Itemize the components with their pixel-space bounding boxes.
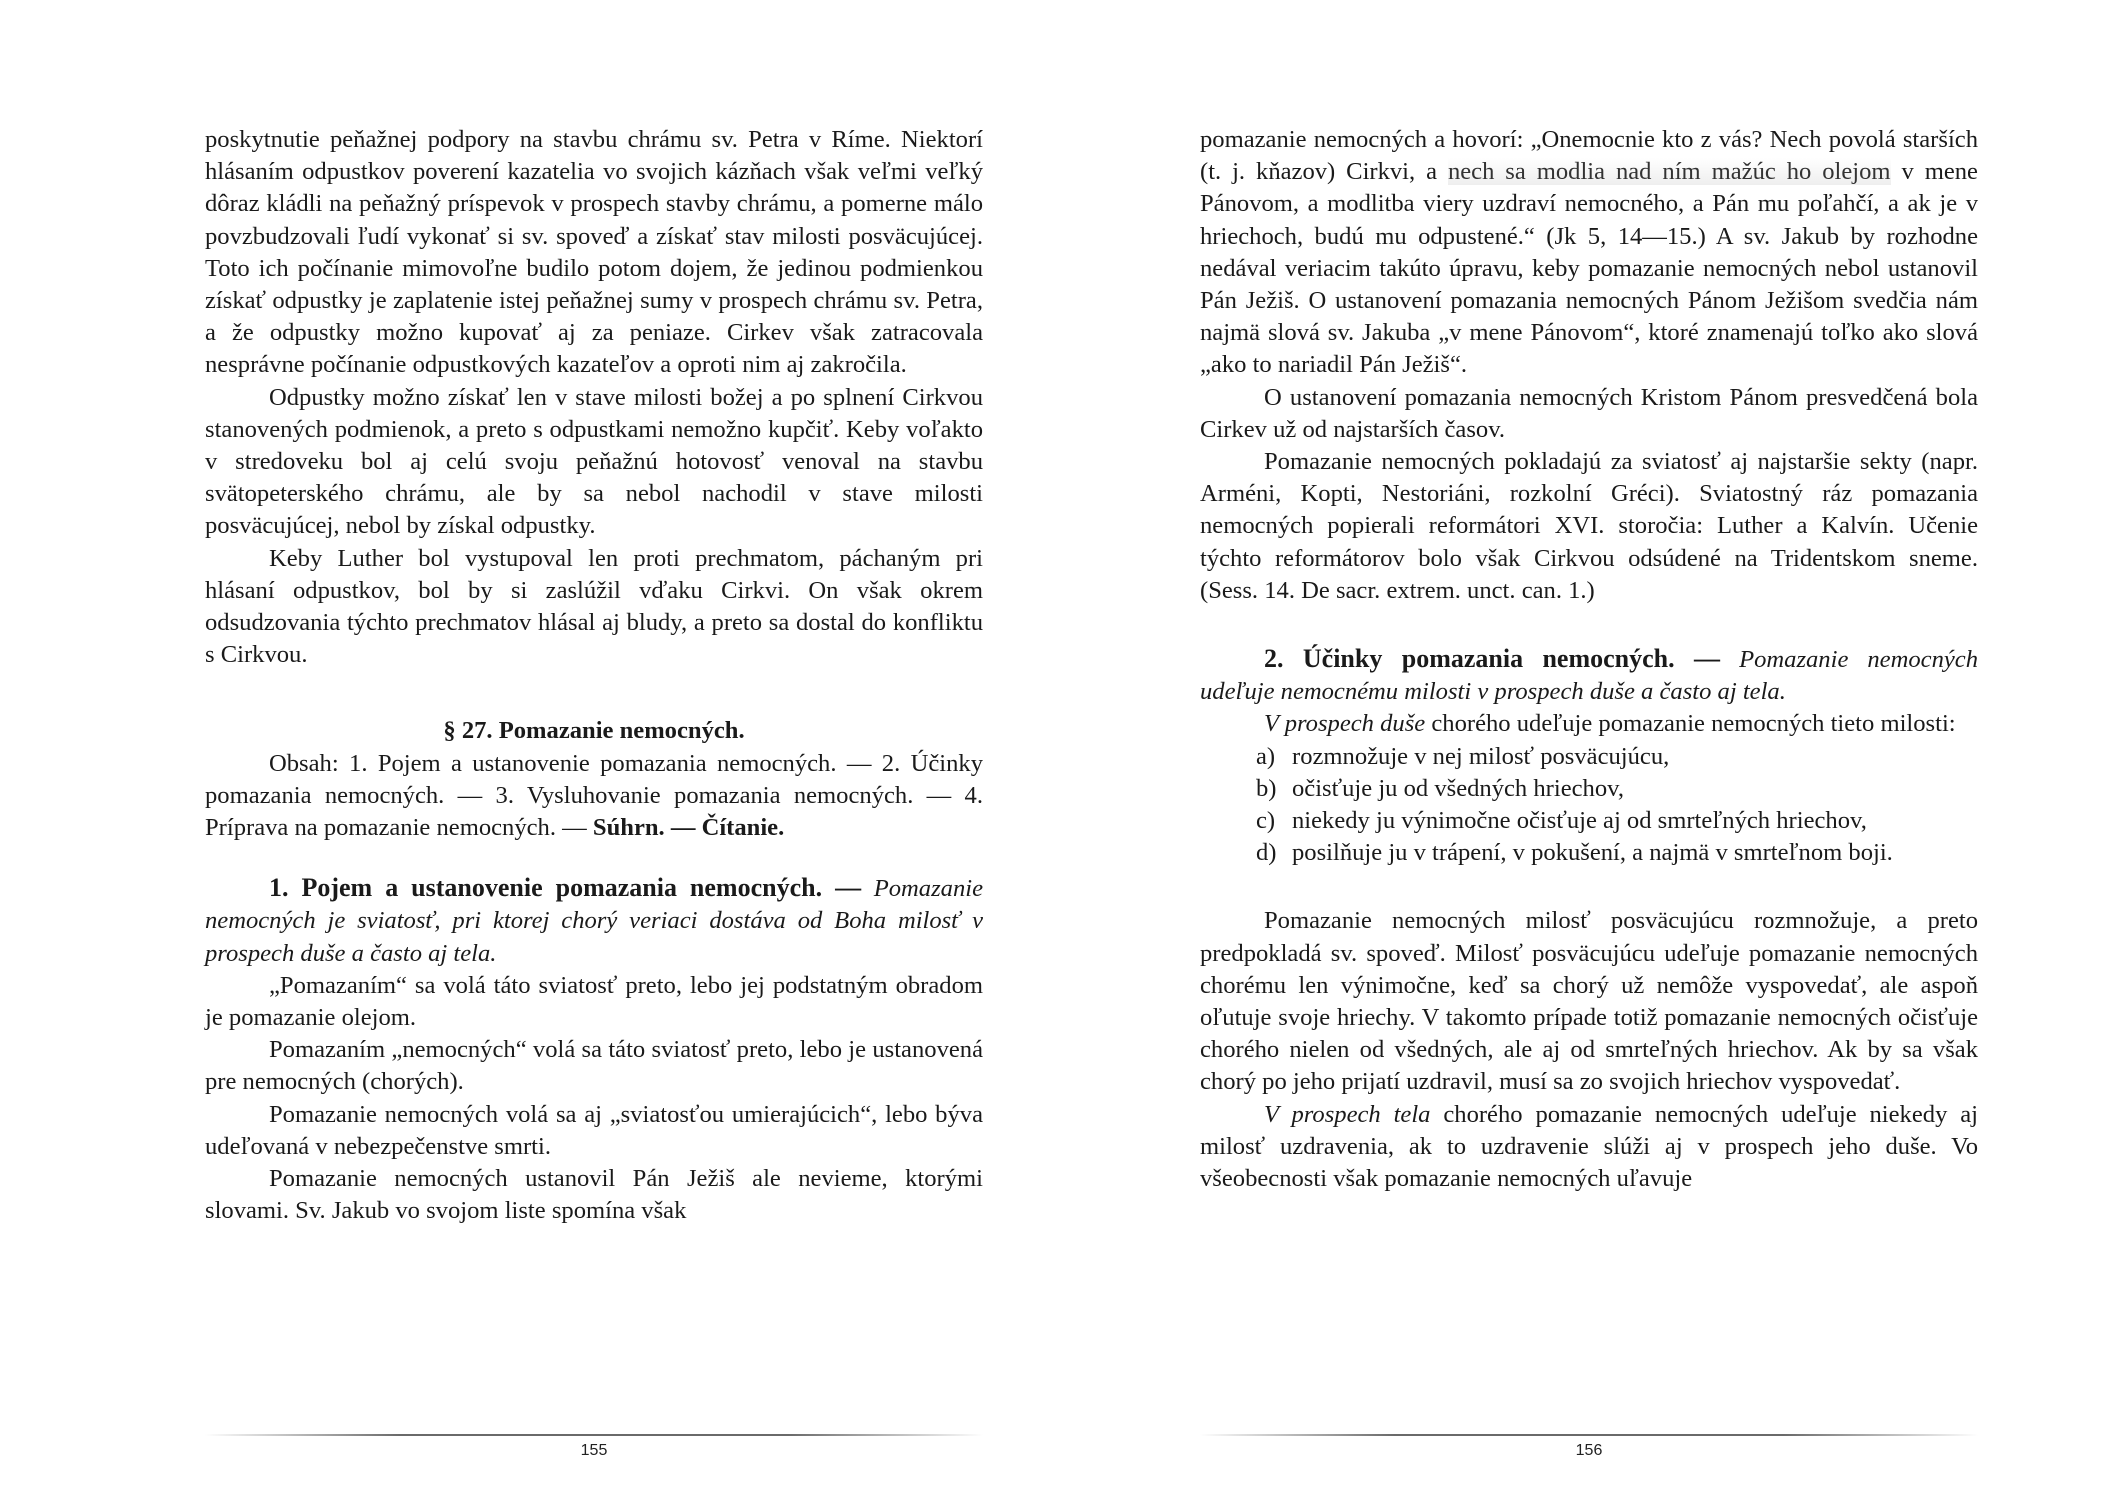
right-paragraph-4-rest: chorého udeľuje pomazanie nemocných tieto milosti: xyxy=(1431,710,1956,738)
contents-paragraph xyxy=(205,748,983,845)
list-text: rozmnožuje v nej milosť posväcujúcu, xyxy=(1292,742,1670,770)
right-paragraph-3: Pomazanie nemocných pokladajú za sviatosť aj najstaršie sekty (napr. Arméni, Kopti, Nestoriáni, rozkolní Gréci). Sviatostný ráz pomazania nemocných popierali reformátori XVI. storočia: Luther a Kalvín. Učenie týchto reformátorov bolo však Cirkvou odsúdené na Tridentskom sneme. (Sess. 14. De sacr. extrem. unct. can. 1.) xyxy=(1200,448,1978,604)
footer-rule xyxy=(205,1434,983,1436)
subsection-1-definition-text: Pomazanie nemocných je sviatosť, pri ktorej chorý veriaci dostáva od Boha milosť v prospech duše a často aj tela. xyxy=(205,875,984,967)
right-paragraph-6-rest: chorého pomazanie nemocných udeľuje niekedy aj milosť uzdravenia, ak to uzdravenie slúži aj v prospech jeho duše. Vo všeobecnosti však pomazanie nemocných uľavuje xyxy=(1200,1100,1978,1193)
list-marker: c) xyxy=(1256,807,1276,835)
list-marker: d) xyxy=(1256,839,1277,867)
list-item xyxy=(1256,837,1978,869)
left-paragraph-2: Odpustky možno získať len v stave milosti božej a po splnení Cirkvou stanovených podmienok, a preto s odpustkami nemožno kupčiť. Keby voľakto v stredoveku bol aj celú svoju peňažnú hotovosť venoval na stavbu svätopeterského chrámu, ale by sa nebol nachodil v stave milosti posväcujúcej, nebol by získal odpustky. xyxy=(205,383,983,540)
list-item xyxy=(1256,773,1978,805)
left-page xyxy=(205,124,983,1228)
left-paragraph-7: Pomazanie nemocných ustanovil Pán Ježiš ale nevieme, ktorými slovami. Sv. Jakub vo svojom liste spomína však xyxy=(205,1165,983,1225)
right-paragraph-4 xyxy=(1200,708,1978,740)
right-footer xyxy=(1200,1434,1978,1460)
right-paragraph-1 xyxy=(1200,124,1978,382)
list-marker: a) xyxy=(1256,742,1276,770)
subsection-2-title: 2. Účinky pomazania nemocných. — xyxy=(1264,644,1721,674)
left-paragraph-6: Pomazanie nemocných volá sa aj „sviatosťou umierajúcich“, lebo býva udeľovaná v nebezpečenstve smrti. xyxy=(205,1100,983,1160)
section-title: § 27. Pomazanie nemocných. xyxy=(443,717,745,745)
left-paragraph-3: Keby Luther bol vystupoval len proti prechmatom, páchaným pri hlásaní odpustkov, bol by si zaslúžil vďaku Cirkvi. On však okrem odsudzovania týchto prechmatov hlásal aj bludy, a preto sa dostal do konfliktu s Cirkvou. xyxy=(205,544,983,669)
effects-list xyxy=(1200,741,1978,870)
right-paragraph-6 xyxy=(1200,1099,1978,1196)
page-number: 156 xyxy=(1575,1442,1603,1459)
right-paragraph-5: Pomazanie nemocných milosť posväcujúcu rozmnožuje, a preto predpokladá sv. spoveď. Milosť posväcujúcu udeľuje pomazanie nemocných chorému len výnimočne, keď sa chorý už nemôže vyspovedať, ale aspoň oľutuje svoje hriechy. V takomto prípade totiž pomazanie nemocných očisťuje chorého nielen od všedných, ale aj od smrteľných hriechov. Ak by sa však chorý po jeho prijatí uzdravil, musí sa zo svojich hriechov vyspovedať. xyxy=(1200,907,1978,1096)
left-footer xyxy=(205,1434,983,1460)
list-item xyxy=(1256,805,1978,837)
left-paragraph-4: „Pomazaním“ sa volá táto sviatosť preto, lebo jej podstatným obradom je pomazanie olejom. xyxy=(205,971,983,1032)
right-paragraph-2: O ustanovení pomazania nemocných Kristom Pánom presvedčená bola Cirkev už od najstarších časov. xyxy=(1200,383,1978,443)
right-paragraph-1-a: pomazanie nemocných a hovorí: „Onemocnie kto z vás? Nech povolá starších (t. j. kňazov) Cirkvi, a xyxy=(1200,126,1978,186)
contents-bold: Súhrn. — Čítanie. xyxy=(592,814,785,842)
footer-rule xyxy=(1200,1434,1978,1436)
list-item xyxy=(1256,741,1978,773)
subsection-1 xyxy=(205,872,983,970)
left-paragraph-1: poskytnutie peňažnej podpory na stavbu chrámu sv. Petra v Ríme. Niektorí hlásaním odpustkov poverení kazatelia vo svojich kázňach však veľmi veľký dôraz kládli na peňažný príspevok v prospech stavby chrámu, a pomerne málo povzbudzovali ľudí vykonať si sv. spoveď a získať stav milosti posväcujúcej. Toto ich počínanie mimovoľne budilo potom dojem, že jedinou podmienkou získať odpustky je zaplatenie istej peňažnej sumy v prospech chrámu sv. Petra, a že odpustky možno kupovať aj za peniaze. Cirkev však zatracovala nesprávne počínanie odpustkových kazateľov a oproti nim aj zakročila. xyxy=(205,126,983,379)
right-paragraph-1-b: v mene Pánovom, a modlitba viery uzdraví nemocného, a Pán mu poľahčí, a ak je v hriechoch, budú mu odpustené.“ (Jk 5, 14—15.) A sv. Jakub by rozhodne nedával veriacim takúto úpravu, keby pomazanie nemocných nebol ustanovil Pán Ježiš. O ustanovení pomazania nemocných Pánom Ježišom svedčia nám najmä slová sv. Jakuba „v mene Pánovom“, ktoré znamenajú toľko ako slová „ako to nariadil Pán Ježiš“. xyxy=(1200,158,1978,379)
subsection-2-definition: Pomazanie nemocných udeľuje nemocnému milosti v prospech duše a často aj tela. xyxy=(1200,646,1978,706)
highlighted-quote: nech sa modlia nad ním mažúc ho olejom xyxy=(1447,158,1891,186)
list-marker: b) xyxy=(1256,774,1277,802)
contents-text: Obsah: 1. Pojem a ustanovenie pomazania nemocných. — 2. Účinky pomazania nemocných. — 3. Vysluhovanie pomazania nemocných. — 4. Príprava na pomazanie nemocných. — xyxy=(205,749,983,842)
subsection-1-title: 1. Pojem a ustanovenie pomazania nemocných. — xyxy=(269,873,862,903)
right-paragraph-6-italic: V prospech tela xyxy=(1264,1100,1431,1128)
right-paragraph-4-italic: V prospech duše xyxy=(1264,710,1426,738)
right-page xyxy=(1200,124,1978,1195)
list-text: očisťuje ju od všedných hriechov, xyxy=(1292,774,1624,802)
list-text: niekedy ju výnimočne očisťuje aj od smrteľných hriechov, xyxy=(1292,807,1867,835)
subsection-2 xyxy=(1200,643,1978,708)
left-paragraph-5: Pomazaním „nemocných“ volá sa táto sviatosť preto, lebo je ustanovená pre nemocných (chorých). xyxy=(205,1036,983,1096)
list-text: posilňuje ju v trápení, v pokušení, a najmä v smrteľnom boji. xyxy=(1292,839,1893,867)
page-number: 155 xyxy=(580,1442,608,1459)
